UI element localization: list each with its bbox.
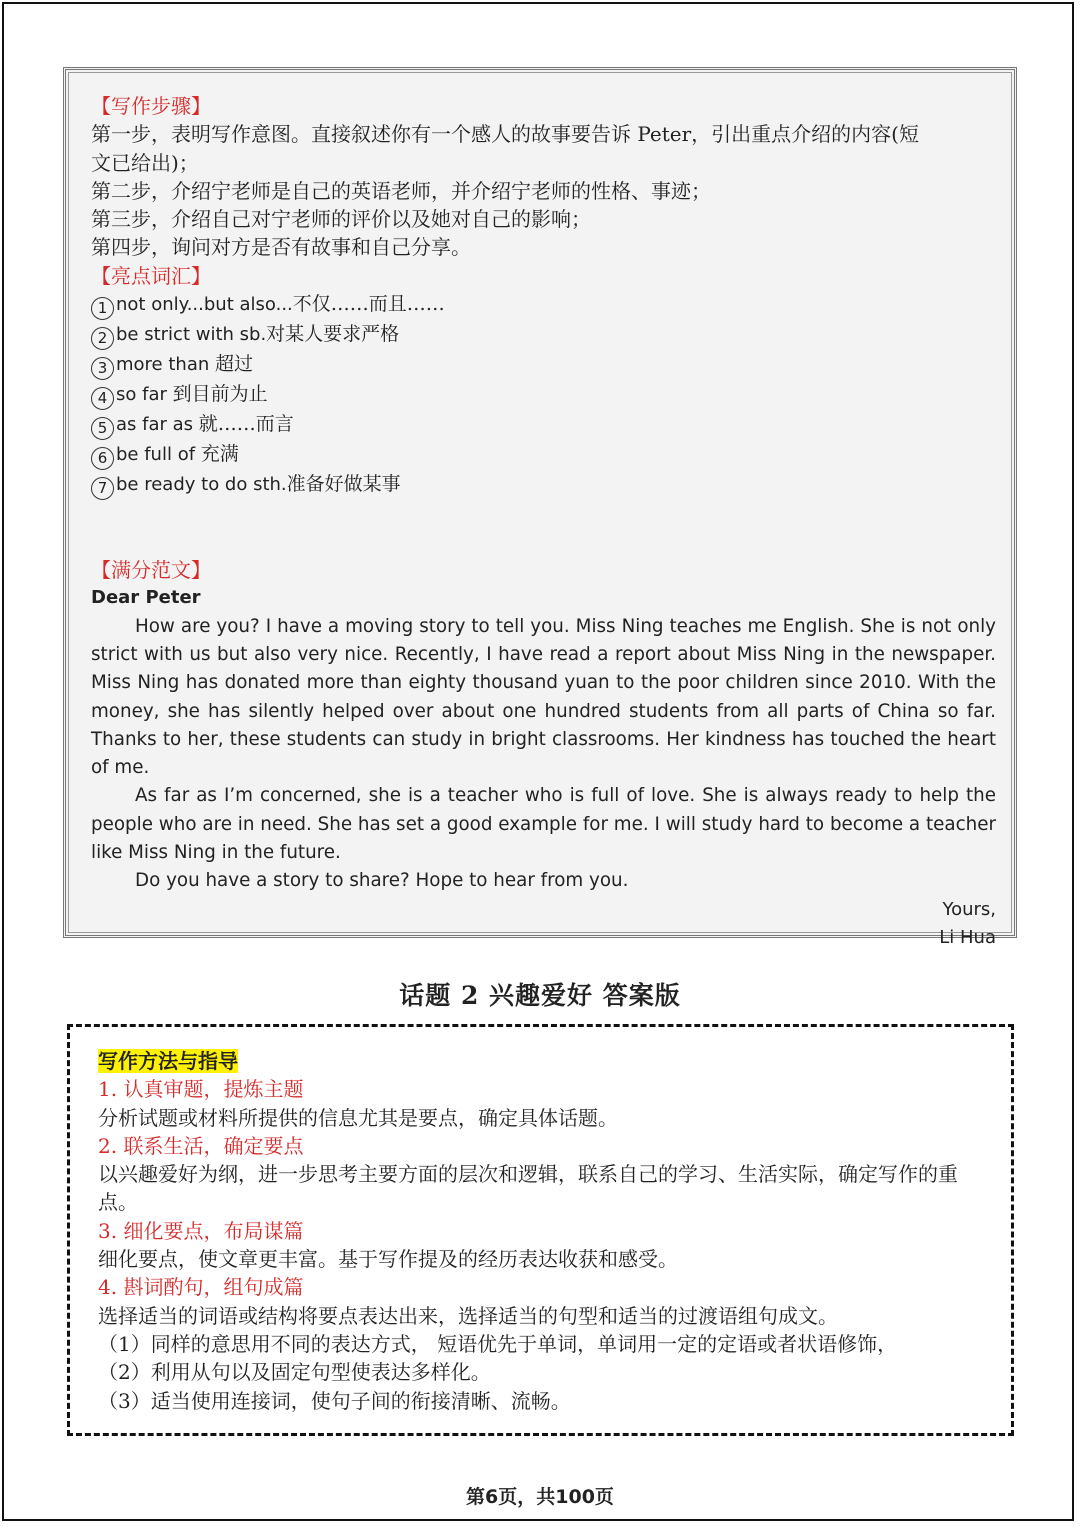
section-title: 4. 斟词酌句，组句成篇 (98, 1275, 304, 1300)
model-essay-heading: 【满分范文】 (91, 558, 211, 583)
vocab-item: 5 as far as 就……而言 (91, 410, 996, 440)
vocab-item: 4 so far 到目前为止 (91, 380, 996, 410)
steps-heading: 【写作步骤】 (91, 94, 211, 118)
circled-number: 3 (91, 357, 114, 380)
vocab-item: 7 be ready to do sth.准备好做某事 (91, 470, 996, 500)
writing-steps-box (63, 67, 1017, 948)
circled-number: 4 (91, 387, 114, 410)
list-item: （3）适当使用连接词，使句子间的衔接清晰、流畅。 (98, 1388, 571, 1413)
method-heading: 写作方法与指导 (98, 1049, 238, 1073)
circled-number: 5 (91, 417, 114, 440)
list-item: （2）利用从句以及固定句型使表达多样化。 (98, 1360, 491, 1385)
section-title: 2. 联系生活，确定要点 (98, 1133, 304, 1158)
step-line: 文已给出)； (91, 150, 199, 175)
vocab-item: 1 not only...but also...不仅……而且…… (91, 290, 996, 320)
circled-number: 2 (91, 327, 114, 350)
circled-number: 7 (91, 477, 114, 500)
step-line: 第四步，询问对方是否有故事和自己分享。 (91, 235, 471, 260)
topic-title: 话题 2 兴趣爱好 答案版 (399, 981, 681, 1010)
step-line: 第三步，介绍自己对宁老师的评价以及她对自己的影响； (91, 207, 591, 232)
section-title: 3. 细化要点，布局谋篇 (98, 1218, 304, 1243)
page-number: 第6页，共100页 (466, 1486, 614, 1508)
vocab-heading: 【亮点词汇】 (91, 263, 211, 288)
vocab-item: 3 more than 超过 (91, 350, 996, 380)
section-text: 选择适当的词语或结构将要点表达出来，选择适当的句型和适当的过渡语组句成文。 (98, 1303, 838, 1328)
section-text: 分析试题或材料所提供的信息尤其是要点，确定具体话题。 (98, 1105, 618, 1130)
vocab-item: 2 be strict with sb.对某人要求严格 (91, 320, 996, 350)
essay-paragraph: Do you have a story to share? Hope to hear from you. (135, 870, 629, 892)
writing-method-box (67, 1024, 1014, 1436)
section-text: 以兴趣爱好为纲，进一步思考主要方面的层次和逻辑，联系自己的学习、生活实际，确定写作的重点。 (98, 1162, 958, 1215)
list-item: （1）同样的意思用不同的表达方式， 短语优先于单词，单词用一定的定语或者状语修饰， (98, 1331, 898, 1356)
essay-paragraph: As far as I’m concerned, she is a teacher who is full of love. She is always ready to help the people who are in need. She has set a good example for me. I will study hard to become a teacher like Miss Ning in the future. (91, 785, 996, 864)
signature: Li Hua (939, 926, 996, 948)
section-title: 1. 认真审题，提炼主题 (98, 1077, 304, 1102)
circled-number: 1 (91, 297, 114, 320)
circled-number: 6 (91, 447, 114, 470)
closing: Yours, (942, 898, 996, 920)
vocab-item: 6 be full of 充满 (91, 440, 996, 470)
salutation: Dear Peter (91, 587, 201, 609)
essay-paragraph: How are you? I have a moving story to tell you. Miss Ning teaches me English. She is not only strict with us but also very nice. Recently, I have read a report about Miss Ning in the newspaper. Miss Ning has donated more than eighty thousand yuan to the poor children since 2010. With the money, she has silently helped over about one hundred students from all parts of China so far. Thanks to her, these students can study in bright classrooms. Her kindness has touched the heart of me. (91, 615, 996, 779)
step-line: 第一步，表明写作意图。直接叙述你有一个感人的故事要告诉 Peter，引出重点介绍的内容(短 (91, 122, 919, 147)
step-line: 第二步，介绍宁老师是自己的英语老师，并介绍宁老师的性格、事迹； (91, 178, 711, 203)
section-text: 细化要点，使文章更丰富。基于写作提及的经历表达收获和感受。 (98, 1247, 678, 1272)
